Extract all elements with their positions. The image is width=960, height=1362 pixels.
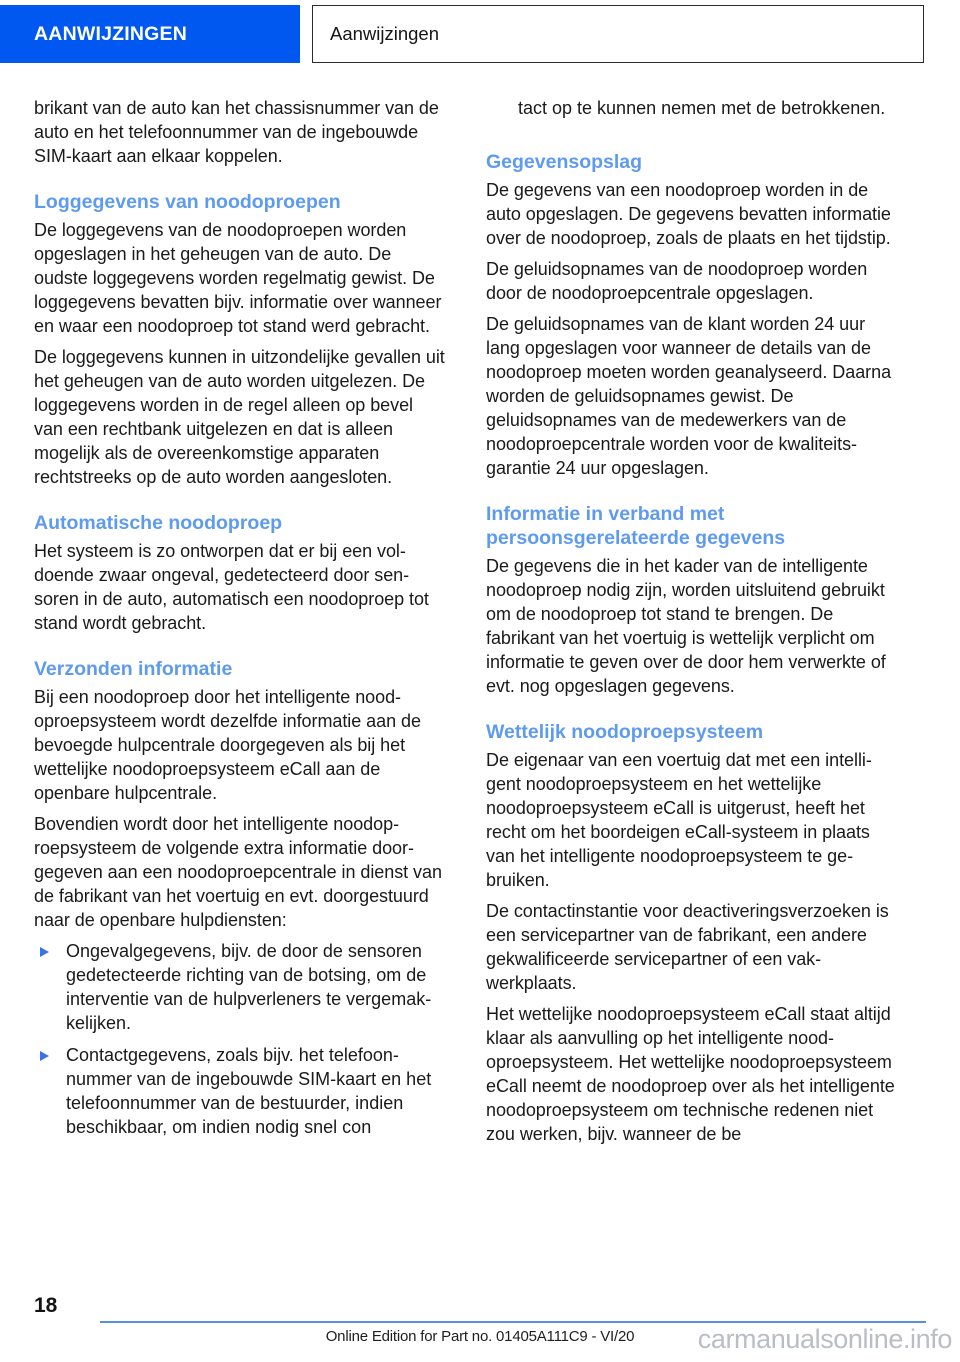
section-heading-gegevensopslag: Gegevensopslag: [486, 151, 643, 173]
paragraph: De loggegevens van de noodoproepen worden opgeslagen in het geheugen van de auto. De oudste loggegevens worden regelmatig gewist. De loggegevens bevatten bijv. informatie over wanneer en waar een noodoproep tot stand werd gebracht.: [34, 220, 442, 336]
paragraph: De geluidsopnames van de noodoproep worden door de noodoproepcentrale opgeslagen.: [486, 259, 868, 303]
section-heading-informatie-persoonsgerelateerde: Informatie in verband met persoonsgerelateerde gegevens: [486, 503, 786, 549]
section-heading-verzonden-informatie: Verzonden informatie: [34, 658, 233, 680]
list-item-label: tact op te kunnen nemen met de betrokkenen.: [518, 98, 886, 118]
paragraph: Bij een noodoproep door het intelligente noodoproepsysteem wordt dezelfde informatie aan de bevoegde hulpcentrale doorgegeven als bij het wettelijke noodoproepsysteem eCall aan de openbare hulpcentrale.: [34, 687, 421, 803]
footer-edition-text: Online Edition for Part no. 01405A111C9 - VI/20: [325, 1328, 635, 1345]
list-item: [34, 939, 446, 1035]
paragraph-continued: brikant van de auto kan het chassisnummer van de auto en het telefoonnummer van de ingebouwde SIM-kaart aan elkaar koppelen.: [34, 98, 439, 166]
chapter-tab-label: AANWIJZINGEN: [34, 22, 187, 45]
paragraph: De gegevens van een noodoproep worden in de auto opgeslagen. De gegevens bevatten informatie over de noodoproep, zoals de plaats en het tijdstip.: [486, 180, 891, 248]
chapter-tab[interactable]: [0, 5, 300, 63]
page-header: [0, 5, 960, 63]
paragraph: De eigenaar van een voertuig dat met een intelligent noodoproepsysteem en het wettelijke noodoproepsysteem eCall is uitgerust, heeft het recht om het boordeigen eCall-systeem in plaats van het intelligente noodoproepsysteem te gebruiken.: [486, 750, 872, 890]
paragraph: Het wettelijke noodoproepsysteem eCall staat altijd klaar als aanvulling op het intelligente noodoproepsysteem. Het wettelijke noodoproepsysteem eCall neemt de noodoproep over als het intelligente noodoproepsysteem om technische redenen niet zou werken, bijv. wanneer de be: [486, 1004, 895, 1144]
list-item-label: Ongevalgegevens, bijv. de door de sensoren gedetecteerde richting van de botsing, om de interventie van de hulpverleners te vergemakkelijken.: [66, 941, 432, 1033]
breadcrumb[interactable]: [312, 5, 924, 63]
triangle-bullet-icon: [40, 1051, 49, 1061]
paragraph: De gegevens die in het kader van de intelligente noodoproep nodig zijn, worden uitsluitend gebruikt om de noodoproep tot stand te brengen. De fabrikant van het voertuig is wettelijk verplicht om informatie te geven over de door hem verwerkte of evt. nog opgeslagen gegevens.: [486, 556, 886, 696]
list-item: [486, 96, 898, 120]
breadcrumb-label: Aanwijzingen: [330, 23, 440, 44]
watermark-text: carmanualsonline.info: [697, 1324, 952, 1354]
page-number: 18: [34, 1294, 58, 1317]
paragraph: Het systeem is zo ontworpen dat er bij een voldoende zwaar ongeval, gedetecteerd door sensoren in de auto, automatisch een noodoproep tot stand wordt gebracht.: [34, 541, 429, 633]
bullet-list: [34, 939, 446, 1139]
section-heading-loggegevens: Loggegevens van noodoproepen: [34, 191, 341, 213]
bullet-list-continued: [486, 96, 898, 120]
paragraph: Bovendien wordt door het intelligente noodoproepsysteem de volgende extra informatie doorgegeven aan een noodoproepcentrale in dienst van de fabrikant van het voertuig en evt. doorgestuurd naar de openbare hulpdiensten:: [34, 814, 442, 930]
paragraph: De contactinstantie voor deactiveringsverzoeken is een servicepartner van de fabrikant, een andere gekwalificeerde servicepartner of een vakwerkplaats.: [486, 901, 889, 993]
triangle-bullet-icon: [40, 947, 49, 957]
page-footer: [0, 1282, 960, 1362]
list-item-label: Contactgegevens, zoals bijv. het telefoonnummer van de ingebouwde SIM-kaart en het telefoonnummer van de bestuurder, indien beschikbaar, om indien nodig snel con: [66, 1045, 432, 1137]
paragraph: De loggegevens kunnen in uitzondelijke gevallen uit het geheugen van de auto worden uitgelezen. De loggegevens worden in de regel alleen op bevel van een rechtbank uitgelezen en dat is alleen mogelijk als de overeenkomstige apparaten rechtstreeks op de auto worden aangesloten.: [34, 347, 445, 487]
right-column: [486, 96, 898, 1146]
section-heading-wettelijk-noodoproepsysteem: Wettelijk noodoproepsysteem: [486, 721, 764, 743]
left-column: [34, 96, 446, 1147]
paragraph: De geluidsopnames van de klant worden 24 uur lang opgeslagen voor wanneer de details van de noodoproep moeten worden geanalyseerd. Daarna worden de geluidsopnames gewist. De geluidsopnames van de medewerkers van de noodoproepcentrale worden voor de kwaliteitsgarantie 24 uur opgeslagen.: [486, 314, 892, 478]
footer-divider: [100, 1321, 926, 1323]
list-item: [34, 1043, 446, 1139]
section-heading-automatische-noodoproep: Automatische noodoproep: [34, 512, 283, 534]
